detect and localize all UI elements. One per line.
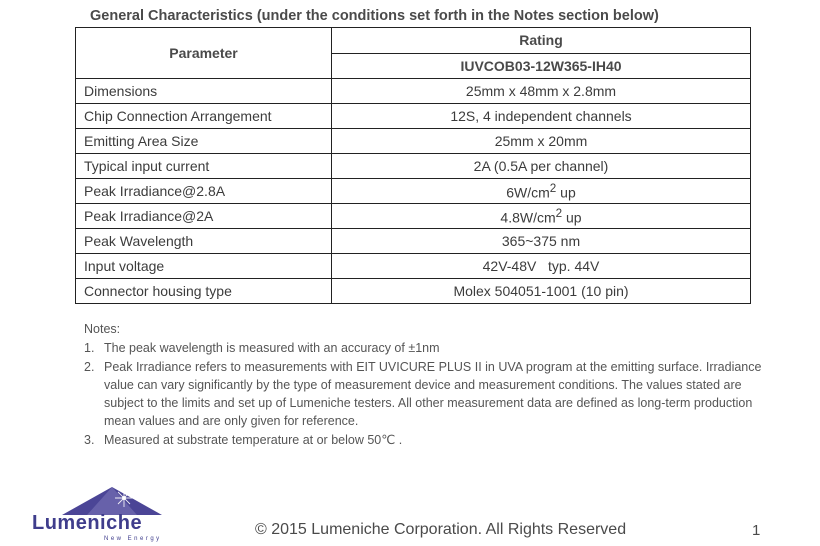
value-cell: 25mm x 20mm — [332, 129, 751, 154]
value-text: 4.8W/cm — [500, 209, 556, 226]
notes-heading: Notes: — [84, 322, 121, 336]
page-number: 1 — [752, 522, 761, 539]
table-row — [76, 229, 751, 254]
table-row — [76, 79, 751, 104]
table-row — [76, 254, 751, 279]
param-cell: Emitting Area Size — [76, 129, 332, 154]
value-cell: 12S, 4 independent channels — [332, 104, 751, 129]
value-superscript: 2 — [555, 206, 563, 220]
characteristics-table — [75, 27, 751, 304]
param-cell: Typical input current — [76, 154, 332, 179]
param-cell: Dimensions — [76, 79, 332, 104]
note-text: The peak wavelength is measured with an accuracy of ±1nm — [104, 341, 440, 356]
value-cell: 42V-48V typ. 44V — [332, 254, 751, 279]
param-cell: Connector housing type — [76, 279, 332, 304]
note-number: 1. — [84, 341, 95, 356]
table-row — [76, 179, 751, 204]
value-cell: 2A (0.5A per channel) — [332, 154, 751, 179]
table-row — [76, 204, 751, 229]
logo-wordmark: Lumeniche — [32, 512, 143, 534]
param-cell: Input voltage — [76, 254, 332, 279]
model-header: IUVCOB03-12W365-IH40 — [332, 53, 751, 79]
notes-section — [84, 320, 764, 449]
logo-mark-icon — [32, 485, 192, 515]
section-title: General Characteristics (under the conditions set forth in the Notes section below) — [90, 8, 659, 24]
value-text: 6W/cm — [506, 184, 550, 201]
note-number: 2. — [84, 359, 95, 374]
param-cell: Peak Wavelength — [76, 229, 332, 254]
value-cell — [332, 179, 751, 204]
note-item — [84, 358, 764, 431]
value-superscript: 2 — [549, 181, 557, 195]
note-item — [84, 431, 764, 449]
table-row — [76, 129, 751, 154]
note-text: Measured at substrate temperature at or below 50℃ . — [104, 432, 403, 447]
value-suffix: up — [556, 184, 576, 201]
note-number: 3. — [84, 432, 95, 447]
logo-tagline: New Energy — [104, 536, 162, 542]
company-logo — [32, 485, 192, 543]
table-row — [76, 279, 751, 304]
value-suffix: up — [562, 209, 582, 226]
value-cell: 25mm x 48mm x 2.8mm — [332, 79, 751, 104]
value-cell — [332, 204, 751, 229]
table-row — [76, 154, 751, 179]
value-cell: 365~375 nm — [332, 229, 751, 254]
value-cell: Molex 504051-1001 (10 pin) — [332, 279, 751, 304]
param-cell: Chip Connection Arrangement — [76, 104, 332, 129]
table-row — [76, 104, 751, 129]
param-cell: Peak Irradiance@2.8A — [76, 179, 332, 204]
note-item — [84, 339, 764, 357]
rating-header: Rating — [332, 28, 751, 54]
note-text: Peak Irradiance refers to measurements with EIT UVICURE PLUS II in UVA program at the emitting surface. Irradiance value can vary significantly by the type of measurement device and measurement conditions. The values stated are subject to the limits and set up of Lumeniche testers. All other measurement data are defined as long-term production mean values and are only given for reference. — [104, 359, 762, 429]
param-cell: Peak Irradiance@2A — [76, 204, 332, 229]
copyright-notice: © 2015 Lumeniche Corporation. All Rights Reserved — [255, 521, 627, 538]
parameter-header: Parameter — [76, 28, 332, 79]
